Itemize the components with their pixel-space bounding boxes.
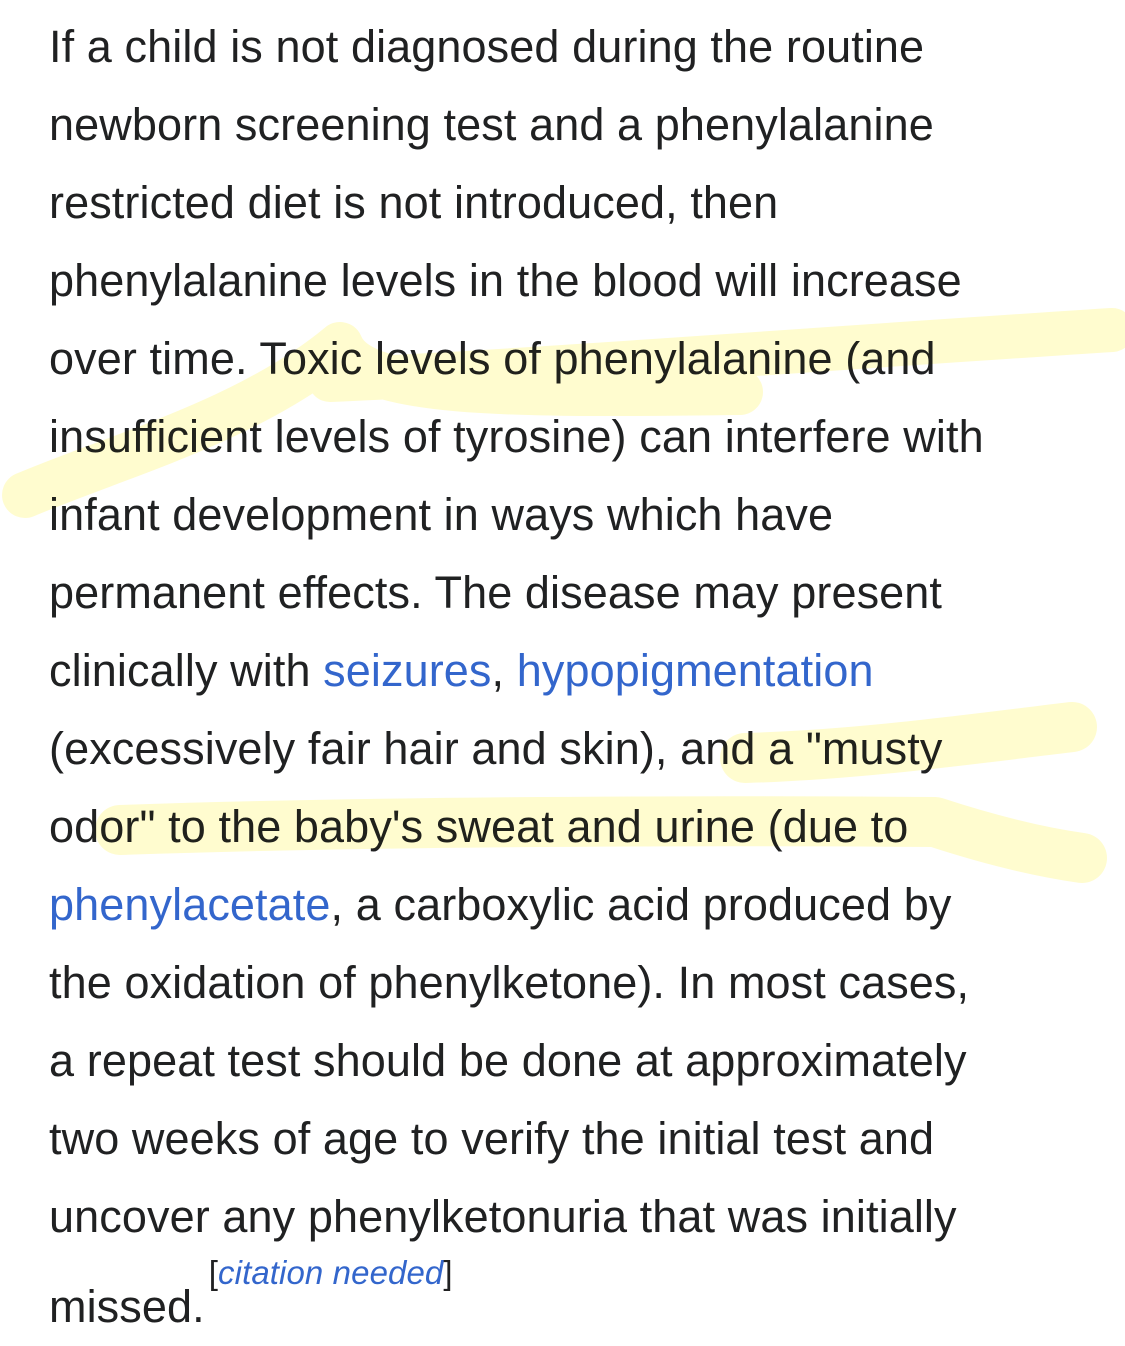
text-line-3: restricted diet is not introduced, then xyxy=(49,177,779,228)
text-line-13: the oxidation of phenylketone). In most cases, xyxy=(49,957,970,1008)
text-line-9 xyxy=(49,632,1109,710)
link-phenylacetate[interactable]: phenylacetate xyxy=(49,879,331,930)
text-line-11: odor" to the baby's sweat and urine (due to xyxy=(49,801,909,852)
text-line-10: (excessively fair hair and skin), and a "musty xyxy=(49,723,943,774)
link-hypopigmentation[interactable]: hypopigmentation xyxy=(516,645,874,696)
text-line-5: over time. Toxic levels of phenylalanine (and xyxy=(49,333,936,384)
text-line-12 xyxy=(49,866,1109,944)
text-line-6: insufficient levels of tyrosine) can interfere with xyxy=(49,411,984,462)
text-line-8: permanent effects. The disease may present xyxy=(49,567,943,618)
text-line-14: a repeat test should be done at approximately xyxy=(49,1035,967,1086)
citation-bracket: [ xyxy=(208,1254,219,1291)
text-segment: missed. xyxy=(49,1281,205,1332)
text-segment: , xyxy=(491,645,517,696)
citation-needed xyxy=(209,1254,453,1291)
citation-needed-link[interactable]: citation needed xyxy=(218,1254,444,1291)
text-line-2: newborn screening test and a phenylalanine xyxy=(49,99,934,150)
text-line-17 xyxy=(49,1256,1109,1334)
text-line-4: phenylalanine levels in the blood will increase xyxy=(49,255,962,306)
text-line-7: infant development in ways which have xyxy=(49,489,834,540)
link-seizures[interactable]: seizures xyxy=(323,645,492,696)
text-segment: , a carboxylic acid produced by xyxy=(330,879,952,930)
citation-bracket: ] xyxy=(443,1254,453,1291)
text-line-16: uncover any phenylketonuria that was initially xyxy=(49,1191,957,1242)
text-line-15: two weeks of age to verify the initial test and xyxy=(49,1113,935,1164)
text-segment: clinically with xyxy=(49,645,324,696)
text-line-1: If a child is not diagnosed during the routine xyxy=(49,21,925,72)
article-paragraph xyxy=(49,8,1109,1334)
